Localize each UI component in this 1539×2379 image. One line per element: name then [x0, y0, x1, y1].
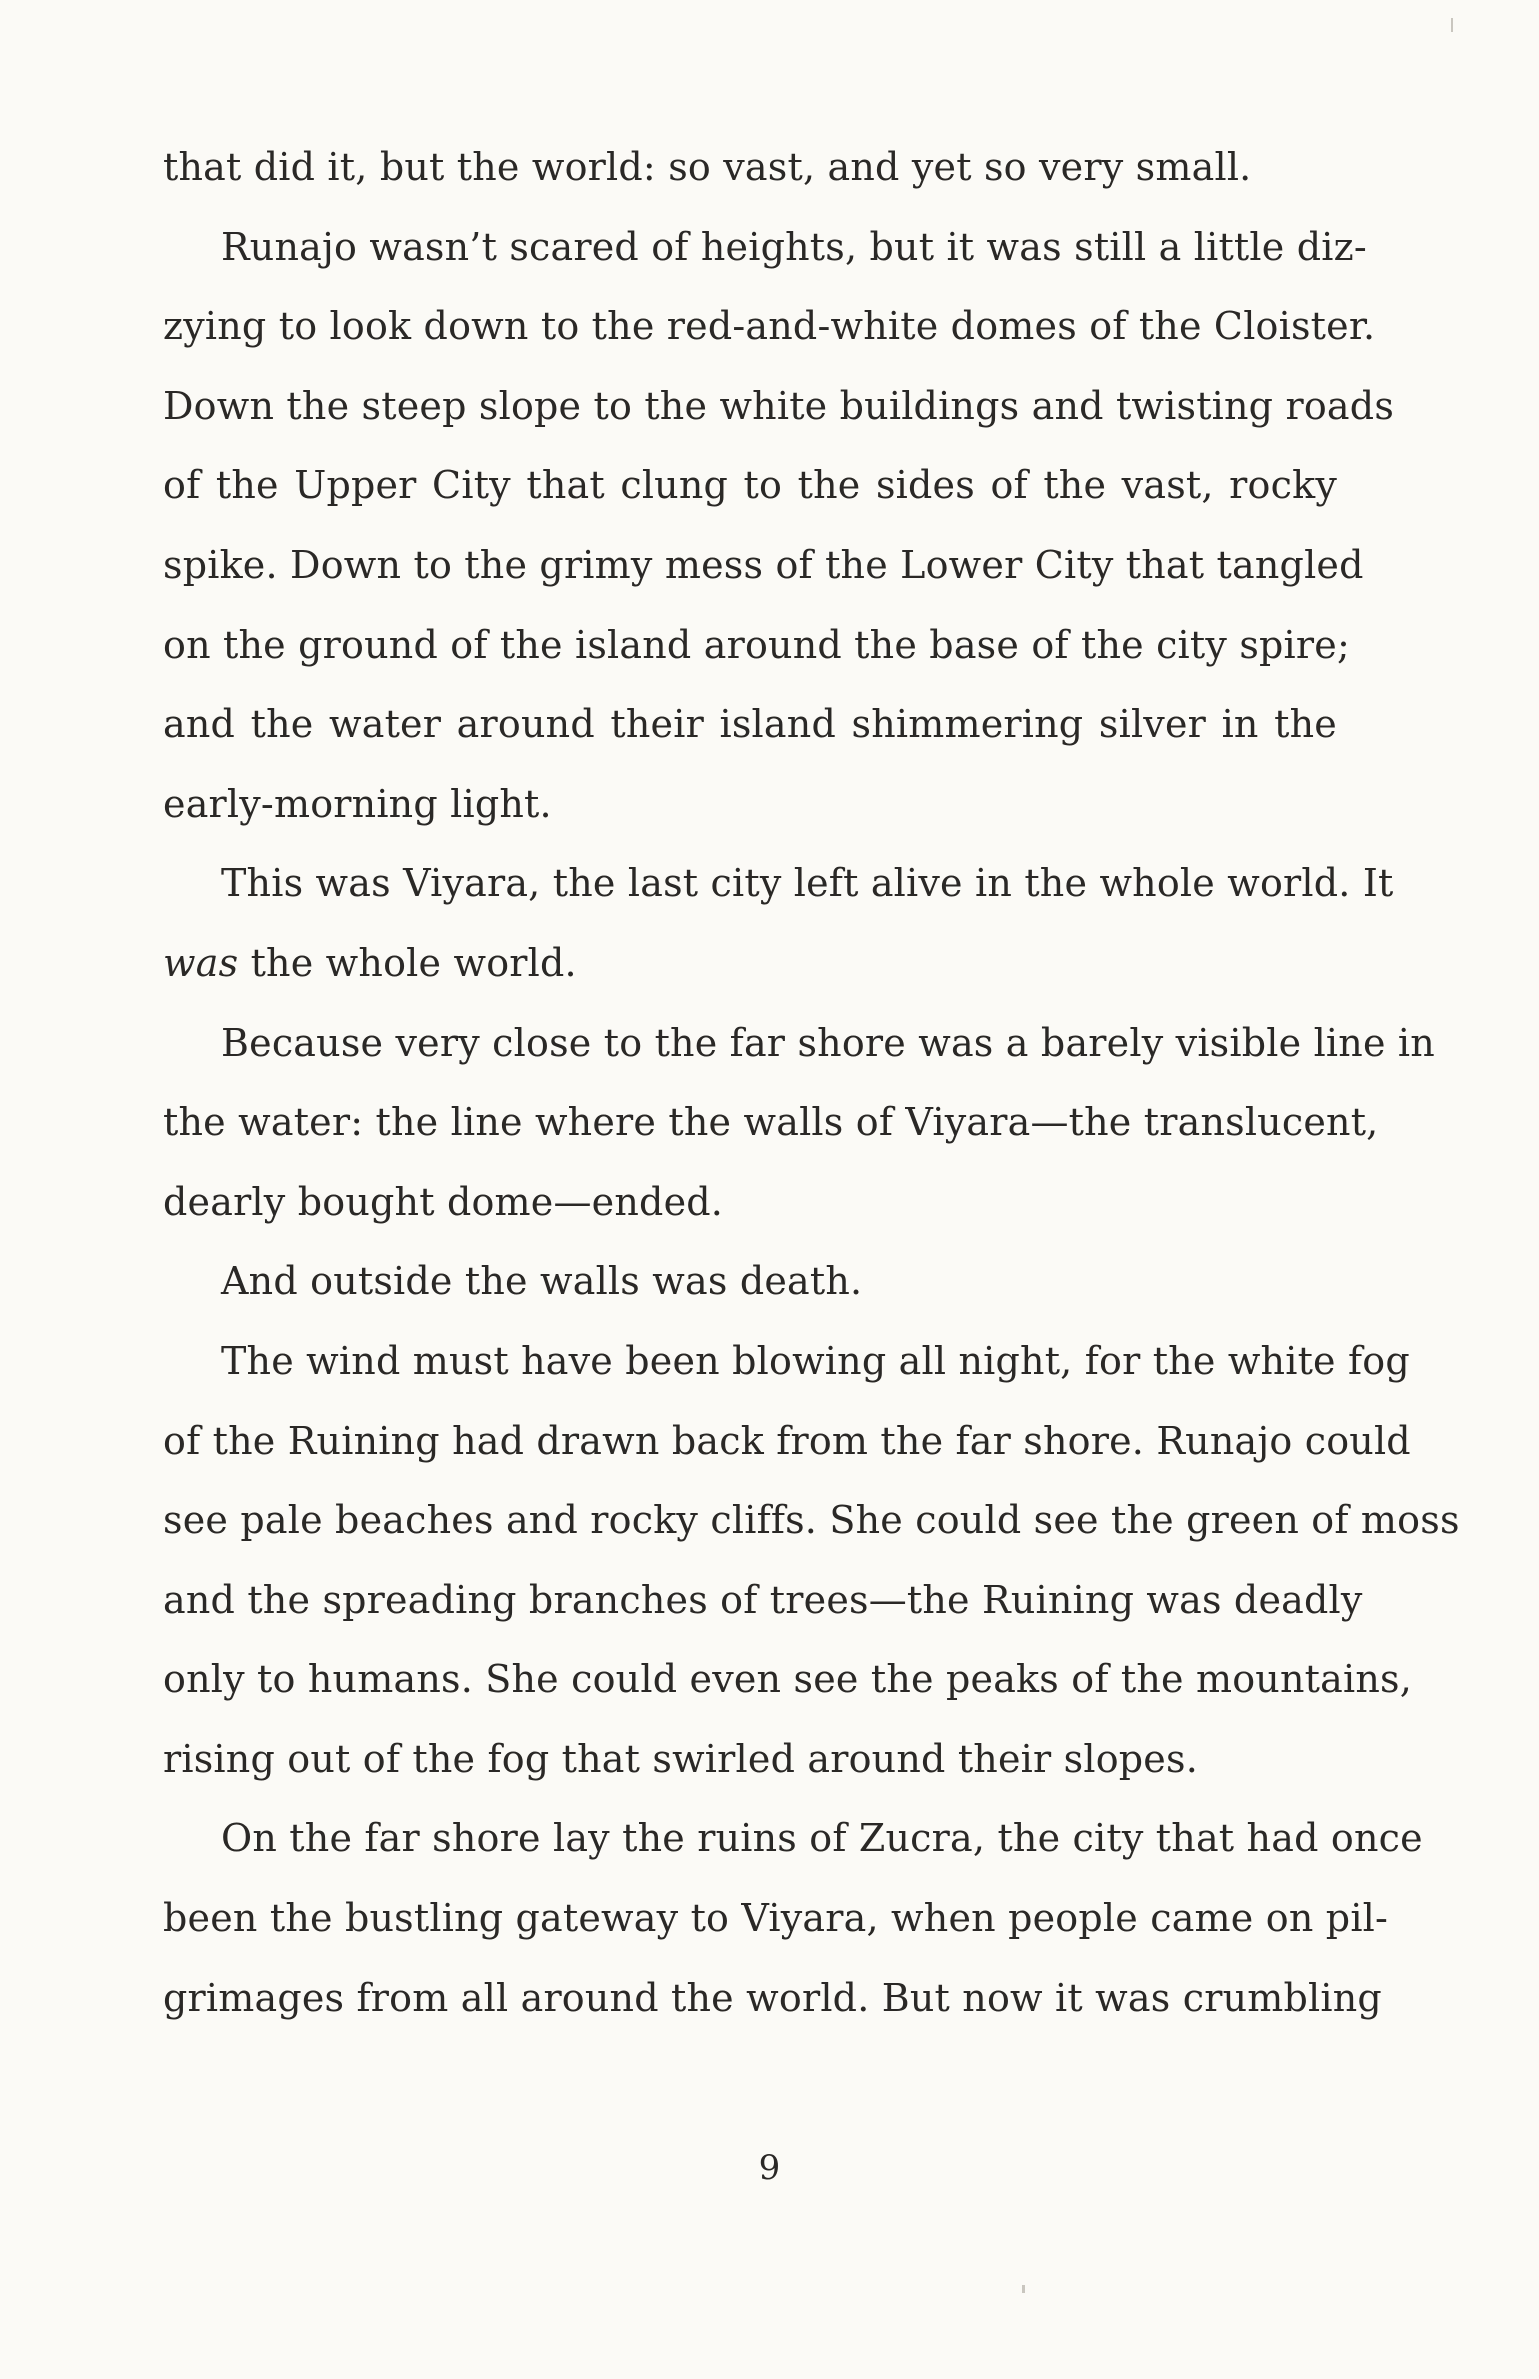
text-line-14: dearly bought dome—ended.: [163, 1179, 724, 1224]
text-line-1: that did it, but the world: so vast, and yet so very small.: [163, 145, 1252, 189]
text-line-2: Runajo wasn’t scared of heights, but it was still a little diz-: [221, 224, 1367, 269]
text-line-3: zying to look down to the red-and-white domes of the Cloister.: [163, 304, 1376, 349]
text-line-4: Down the steep slope to the white buildings and twisting roads: [163, 383, 1395, 428]
text-line-19: and the spreading branches of trees—the Ruining was deadly: [163, 1577, 1363, 1622]
text-line-20: only to humans. She could even see the peaks of the mountains,: [163, 1657, 1412, 1702]
body-text: [163, 128, 1460, 2038]
text-line-6: spike. Down to the grimy mess of the Lower City that tangled: [163, 542, 1364, 587]
scan-speck: [1451, 18, 1453, 32]
text-line-13: the water: the line where the walls of Viyara—the translucent,: [163, 1100, 1379, 1145]
page-number: 9: [758, 2148, 781, 2188]
text-line-15: And outside the walls was death.: [221, 1259, 863, 1304]
text-line-21: rising out of the fog that swirled around their slopes.: [163, 1736, 1198, 1781]
text-line-7: on the ground of the island around the base of the city spire;: [163, 622, 1350, 667]
text-line-12: Because very close to the far shore was a barely visible line in: [221, 1020, 1435, 1065]
text-line-18: see pale beaches and rocky cliffs. She could see the green of moss: [163, 1498, 1460, 1543]
emphasis-was: was: [163, 940, 239, 985]
text-line-24: grimages from all around the world. But now it was crumbling: [163, 1975, 1382, 2020]
text-line-10: This was Viyara, the last city left alive in the whole world. It: [221, 861, 1394, 906]
text-line-11: [163, 924, 1337, 1004]
scan-speck: [1022, 2285, 1025, 2293]
text-line-9: early-morning light.: [163, 781, 552, 826]
text-line-23: been the bustling gateway to Viyara, when people came on pil-: [163, 1896, 1389, 1941]
text-line-8: and the water around their island shimmering silver in the: [163, 702, 1337, 747]
text-line-17: of the Ruining had drawn back from the far shore. Runajo could: [163, 1418, 1411, 1463]
text-line-22: On the far shore lay the ruins of Zucra, the city that had once: [221, 1816, 1423, 1861]
text-line-11-rest: the whole world.: [238, 940, 577, 985]
text-line-5: of the Upper City that clung to the sides of the vast, rocky: [163, 463, 1337, 508]
text-line-16: The wind must have been blowing all night, for the white fog: [221, 1338, 1410, 1383]
